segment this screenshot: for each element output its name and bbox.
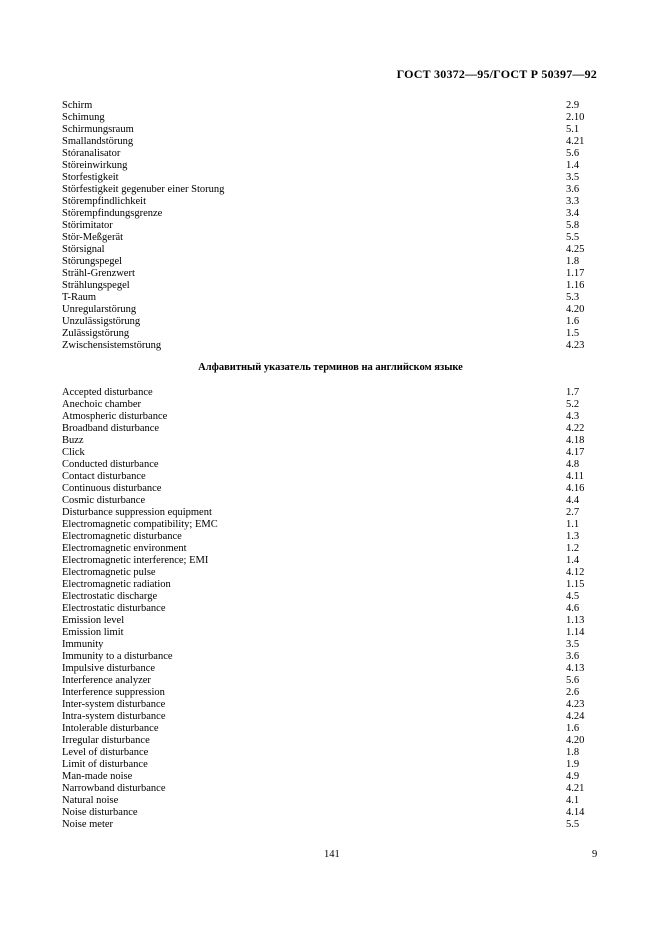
index-reference: 1.5 [566,328,580,339]
index-reference: 5.8 [566,220,580,231]
index-entry [62,771,598,783]
index-entry [62,447,598,459]
index-reference: 3.4 [566,208,580,219]
index-term: Disturbance suppression equipment [62,507,212,518]
index-reference: 4.14 [566,807,585,818]
index-reference: 3.3 [566,196,580,207]
index-reference: 1.9 [566,759,580,770]
index-reference: 1.8 [566,747,580,758]
index-entry [62,555,598,567]
index-term: Cosmic disturbance [62,495,146,506]
index-entry [62,783,598,795]
index-reference: 1.2 [566,543,580,554]
index-entry [62,711,598,723]
index-reference: 4.1 [566,795,580,806]
index-entry [62,399,598,411]
index-entry [62,196,598,208]
index-term: Atmospheric disturbance [62,411,168,422]
page-number: 141 [324,849,340,860]
index-reference: 4.20 [566,735,585,746]
index-entry [62,328,598,340]
index-entry [62,723,598,735]
index-term: Narrowband disturbance [62,783,166,794]
index-entry [62,268,598,280]
index-reference: 1.15 [566,579,585,590]
index-reference: 1.16 [566,280,585,291]
index-reference: 2.6 [566,687,580,698]
index-reference: 3.6 [566,184,580,195]
index-entry [62,663,598,675]
index-reference: 5.5 [566,819,580,830]
index-entry [62,687,598,699]
english-term-index [62,387,598,831]
index-entry [62,387,598,399]
index-term: Strählungspegel [62,280,130,291]
index-term: Smallandstörung [62,136,134,147]
index-term: Contact disturbance [62,471,146,482]
index-entry [62,100,598,112]
index-term: Continuous disturbance [62,483,162,494]
document-header: ГОСТ 30372—95/ГОСТ Р 50397—92 [396,67,597,81]
index-term: Stör-Meßgerät [62,232,124,243]
index-term: Accepted disturbance [62,387,153,398]
index-entry [62,603,598,615]
index-entry [62,699,598,711]
index-term: Man-made noise [62,771,133,782]
index-reference: 5.2 [566,399,580,410]
index-entry [62,507,598,519]
index-entry [62,220,598,232]
index-reference: 4.23 [566,340,585,351]
index-term: Electromagnetic environment [62,543,187,554]
index-reference: 4.12 [566,567,585,578]
sheet-number: 9 [592,849,598,860]
index-entry [62,112,598,124]
index-entry [62,124,598,136]
index-term: Zwischensistemstörung [62,340,162,351]
index-reference: 4.21 [566,136,585,147]
index-entry [62,519,598,531]
index-reference: 4.13 [566,663,585,674]
index-reference: 2.10 [566,112,585,123]
index-entry [62,316,598,328]
index-term: Interference analyzer [62,675,151,686]
index-reference: 4.24 [566,711,585,722]
index-entry [62,735,598,747]
index-entry [62,495,598,507]
index-term: Natural noise [62,795,119,806]
index-term: Impulsive disturbance [62,663,156,674]
index-reference: 4.3 [566,411,580,422]
index-reference: 4.22 [566,423,585,434]
index-term: Level of disturbance [62,747,149,758]
index-term: Click [62,447,85,458]
index-reference: 4.5 [566,591,580,602]
index-term: Anechoic chamber [62,399,142,410]
index-reference: 4.18 [566,435,585,446]
index-reference: 1.3 [566,531,580,542]
index-reference: 3.6 [566,651,580,662]
index-reference: 4.9 [566,771,580,782]
index-reference: 4.8 [566,459,580,470]
index-entry [62,543,598,555]
index-entry [62,615,598,627]
index-reference: 2.7 [566,507,580,518]
index-term: Interference suppression [62,687,165,698]
section-title: Алфавитный указатель терминов на английском языке [198,362,463,373]
index-entry [62,759,598,771]
index-term: Intra-system disturbance [62,711,166,722]
index-term: Störempfindlichkeit [62,196,146,207]
index-entry [62,819,598,831]
index-reference: 4.21 [566,783,585,794]
index-term: Electrostatic discharge [62,591,158,602]
index-term: Störempfindungsgrenze [62,208,163,219]
index-term: Inter-system disturbance [62,699,166,710]
index-entry [62,579,598,591]
index-entry [62,184,598,196]
index-entry [62,795,598,807]
index-term: Electromagnetic pulse [62,567,156,578]
index-reference: 1.13 [566,615,585,626]
index-entry [62,531,598,543]
index-reference: 5.6 [566,148,580,159]
index-term: Störfestigkeit gegenuber einer Storung [62,184,225,195]
index-term: Emission limit [62,627,124,638]
index-reference: 1.7 [566,387,580,398]
index-entry [62,807,598,819]
index-reference: 1.4 [566,160,580,171]
index-term: Irregular disturbance [62,735,150,746]
index-reference: 4.17 [566,447,585,458]
index-entry [62,471,598,483]
index-entry [62,591,598,603]
index-reference: 5.6 [566,675,580,686]
index-term: Schirmungsraum [62,124,134,135]
index-term: Storfestigkeit [62,172,119,183]
index-entry [62,639,598,651]
index-term: Unzulässigstörung [62,316,141,327]
index-entry [62,172,598,184]
index-reference: 3.5 [566,639,580,650]
index-term: Schirm [62,100,93,111]
index-reference: 2.9 [566,100,580,111]
index-reference: 1.17 [566,268,585,279]
index-reference: 1.8 [566,256,580,267]
index-entry [62,280,598,292]
index-entry [62,244,598,256]
index-entry [62,747,598,759]
index-reference: 4.16 [566,483,585,494]
index-entry [62,459,598,471]
index-term: Electromagnetic interference; EMI [62,555,209,566]
index-term: Störeinwirkung [62,160,128,171]
index-entry [62,136,598,148]
index-term: Electrostatic disturbance [62,603,166,614]
index-reference: 1.6 [566,316,580,327]
index-entry [62,292,598,304]
index-entry [62,340,598,352]
index-reference: 4.6 [566,603,580,614]
index-term: Unregularstörung [62,304,137,315]
index-reference: 4.11 [566,471,584,482]
index-term: Noise disturbance [62,807,138,818]
german-term-index [62,100,598,352]
index-term: Electromagnetic compatibility; EMC [62,519,218,530]
index-term: Emission level [62,615,125,626]
index-term: Limit of disturbance [62,759,148,770]
index-entry [62,256,598,268]
index-term: T-Raum [62,292,97,303]
index-entry [62,675,598,687]
index-reference: 5.5 [566,232,580,243]
index-entry [62,160,598,172]
index-reference: 3.5 [566,172,580,183]
index-reference: 1.14 [566,627,585,638]
index-entry [62,627,598,639]
index-entry [62,304,598,316]
index-term: Immunity to a disturbance [62,651,173,662]
index-entry [62,208,598,220]
index-entry [62,148,598,160]
index-term: Broadband disturbance [62,423,160,434]
index-reference: 4.4 [566,495,580,506]
index-entry [62,423,598,435]
index-term: Electromagnetic radiation [62,579,171,590]
index-reference: 4.23 [566,699,585,710]
index-term: Noise meter [62,819,114,830]
index-term: Electromagnetic disturbance [62,531,182,542]
index-term: Strähl-Grenzwert [62,268,135,279]
index-term: Störsignal [62,244,105,255]
index-term: Buzz [62,435,84,446]
index-entry [62,651,598,663]
index-entry [62,567,598,579]
index-entry [62,483,598,495]
index-reference: 1.4 [566,555,580,566]
index-term: Stóranalisator [62,148,121,159]
index-reference: 4.20 [566,304,585,315]
index-term: Immunity [62,639,104,650]
index-term: Schimung [62,112,105,123]
index-reference: 1.1 [566,519,580,530]
index-entry [62,232,598,244]
index-term: Störimitator [62,220,113,231]
index-entry [62,435,598,447]
index-term: Störungspegel [62,256,123,267]
index-reference: 5.3 [566,292,580,303]
index-reference: 1.6 [566,723,580,734]
index-entry [62,411,598,423]
index-term: Zulässigstörung [62,328,130,339]
index-reference: 5.1 [566,124,580,135]
index-term: Intolerable disturbance [62,723,159,734]
index-reference: 4.25 [566,244,585,255]
index-term: Conducted disturbance [62,459,159,470]
